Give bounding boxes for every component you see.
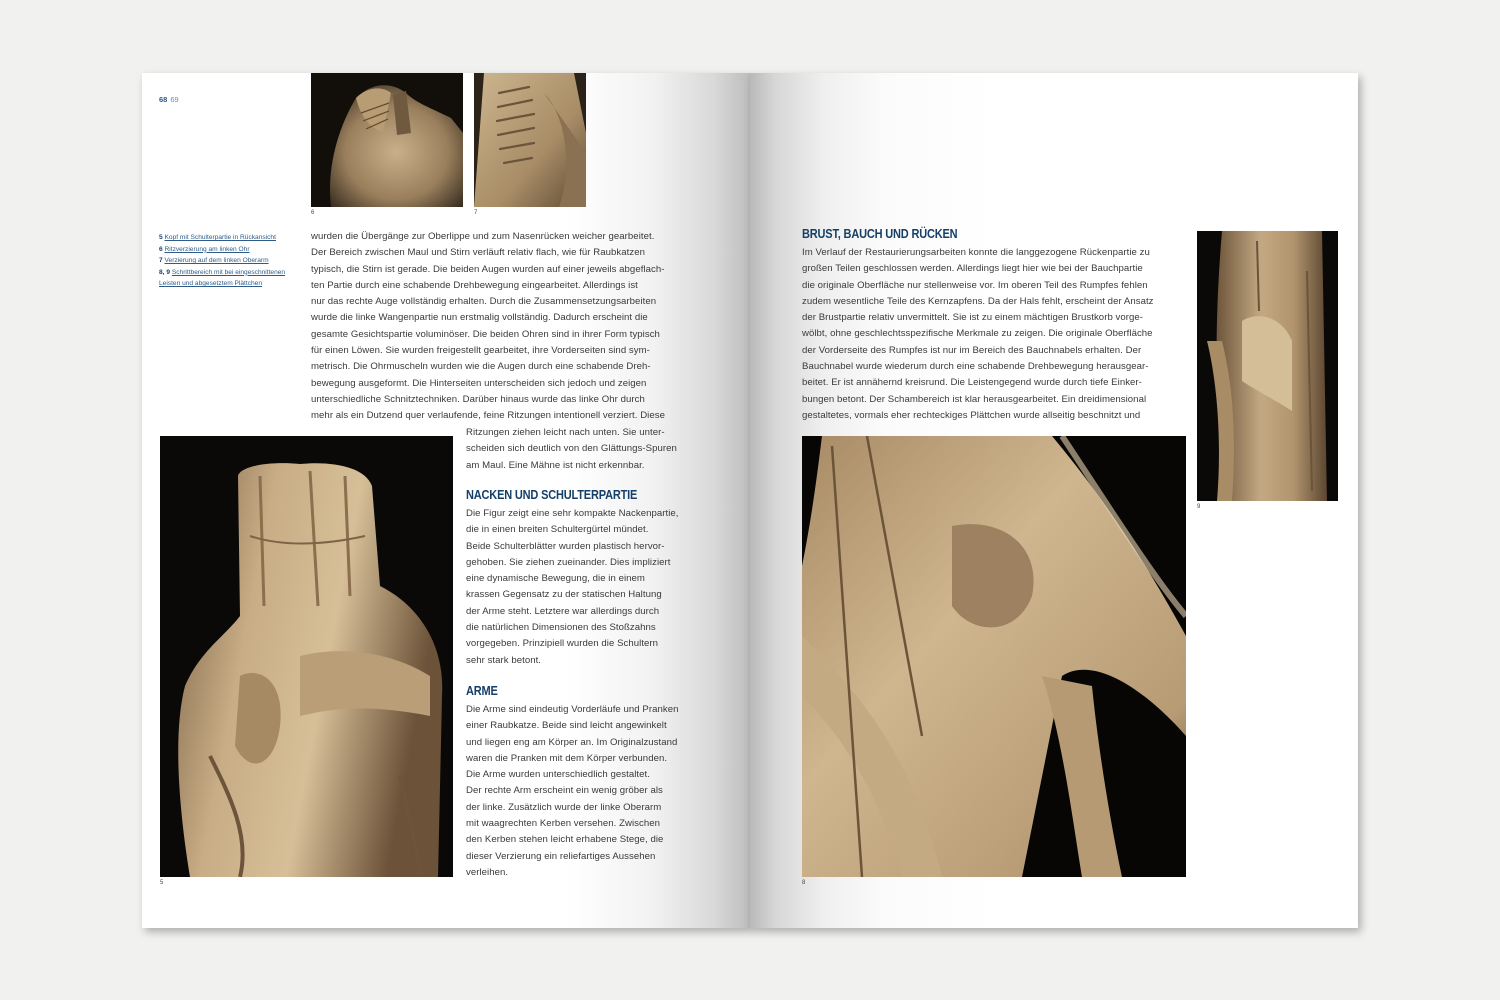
page-folio: 68 69 [159,95,179,104]
caption-6[interactable]: 6 Ritzverzierung am linken Ohr [159,245,250,253]
figure-captions [159,232,304,290]
figure-number-8: 8 [802,880,806,886]
photo-6-ear-detail [311,73,463,207]
right-page [750,73,1358,928]
photo-5-head-rear-view [160,436,453,877]
figure-number-6: 6 [311,210,315,216]
heading-arms: ARME [466,684,498,698]
photo-9-side-view [1197,231,1338,501]
caption-8-9[interactable]: 8, 9 Schrittbereich mit bei eingeschnittenen Leisten und abgesetztem Plättchen [159,268,286,288]
body-paragraph-torso: Im Verlauf der Restaurierungsarbeiten konnte die langgezogene Rückenpartie zu großen Teilen geschlossen werden. Allerdings liegt hier wie bei der Bauchpartie die originale Oberfläche nur stellenweise vor. Im oberen Teil des Rumpfes fehlen zudem wesentliche Teile des Kernzapfens. Da der Hals fehlt, erscheint der Ansatz der Brustpartie relativ unvermittelt. Sie ist zu einem mächtigen Brustkorb vorge- wölbt, ohne geschlechtsspezifische Merkmale zu zeigen. Die originale Oberfläche der Vorderseite des Rumpfes ist nur im Bereich des Bauchnabels erhalten. Der Bauchnabel wurde wiederum durch eine schabende Drehbewegung herausgear- beitet. Er ist annähernd kreisrund. Die Leistengegend wurde durch tiefe Einker- bungen betont. Der Schambereich ist klar herausgearbeitet. Ein dreidimensional gestaltetes, vormals eher rechteckiges Plättchen wurde allseitig beschnitzt und [802,247,1154,421]
body-paragraph-face: wurden die Übergänge zur Oberlippe und zum Nasenrücken weicher gearbeitet. Der Bereich zwischen Maul und Stirn verläuft relativ flach, wie für Raubkatzen typisch, die Stirn ist gerade. Die beiden Augen wurden auf einer jeweils abgeflach- ten Partie durch eine schabende Drehbewegung eingearbeitet. Allerdings ist nur das rechte Auge vollständig erhalten. Durch die Zusammensetzungsarbeiten wurde die linke Wangenpartie nun erstmalig vollständig. Dadurch erscheint die gesamte Gesichtspartie voluminöser. Die beiden Ohren sind in ihrer Form typisch für einen Löwen. Sie wurden freigestellt gearbeitet, ihre Vorderseiten sind sym- metrisch. Die Ohrmuscheln wurden wie die Augen durch eine schabende Dreh- bewegung ausgeformt. Die Hinterseiten unterscheiden sich jedoch und zeigen unterschiedliche Schnitztechniken. Darüber hinaus wurde das linke Ohr durch mehr als ein Dutzend quer verlaufende, feine Ritzungen intentionell verziert. Diese [311,231,665,422]
left-page [142,73,750,928]
photo-7-arm-detail [474,73,586,207]
caption-7[interactable]: 7 Verzierung auf dem linken Oberarm [159,257,269,265]
body-paragraph-arms: Die Arme sind eindeutig Vorderläufe und Pranken einer Raubkatze. Beide sind leicht angewinkelt und liegen eng am Körper an. Im Originalzustand waren die Pranken mit dem Körper verbunden. Die Arme wurden unterschiedlich gestaltet. Der rechte Arm erscheint ein wenig gröber als der linke. Zusätzlich wurde der linke Oberarm mit waagrechten Kerben versehen. Zwischen den Kerben stehen leicht erhabene Stege, die dieser Verzierung ein reliefartiges Aussehen verleihen. [466,704,679,878]
body-paragraph-neck: Die Figur zeigt eine sehr kompakte Nackenpartie, die in einen breiten Schultergürtel mündet. Beide Schulterblätter wurden plastisch hervor- gehoben. Sie ziehen zueinander. Dies impliziert eine dynamische Bewegung, die in einem krassen Gegensatz zu der statischen Haltung der Arme steht. Letztere war allerdings durch die natürlichen Dimensionen des Stoßzahns vorgegeben. Prinzipiell wurden die Schultern sehr stark betont. [466,508,679,666]
heading-neck-shoulder: NACKEN UND SCHULTERPARTIE [466,488,638,502]
heading-chest-belly-back: BRUST, BAUCH UND RÜCKEN [802,227,958,241]
figure-number-7: 7 [474,210,478,216]
figure-number-5: 5 [160,880,164,886]
caption-5[interactable]: 5 Kopf mit Schulterpartie in Rückansicht [159,234,276,241]
photo-8-crotch-area [802,436,1186,877]
figure-number-9: 9 [1197,504,1201,510]
body-paragraph-ears-cont: Ritzungen ziehen leicht nach unten. Sie unter- scheiden sich deutlich von den Glättungs-Spuren am Maul. Eine Mähne ist nicht erkennbar. [466,427,677,471]
magazine-spread [142,73,1358,928]
